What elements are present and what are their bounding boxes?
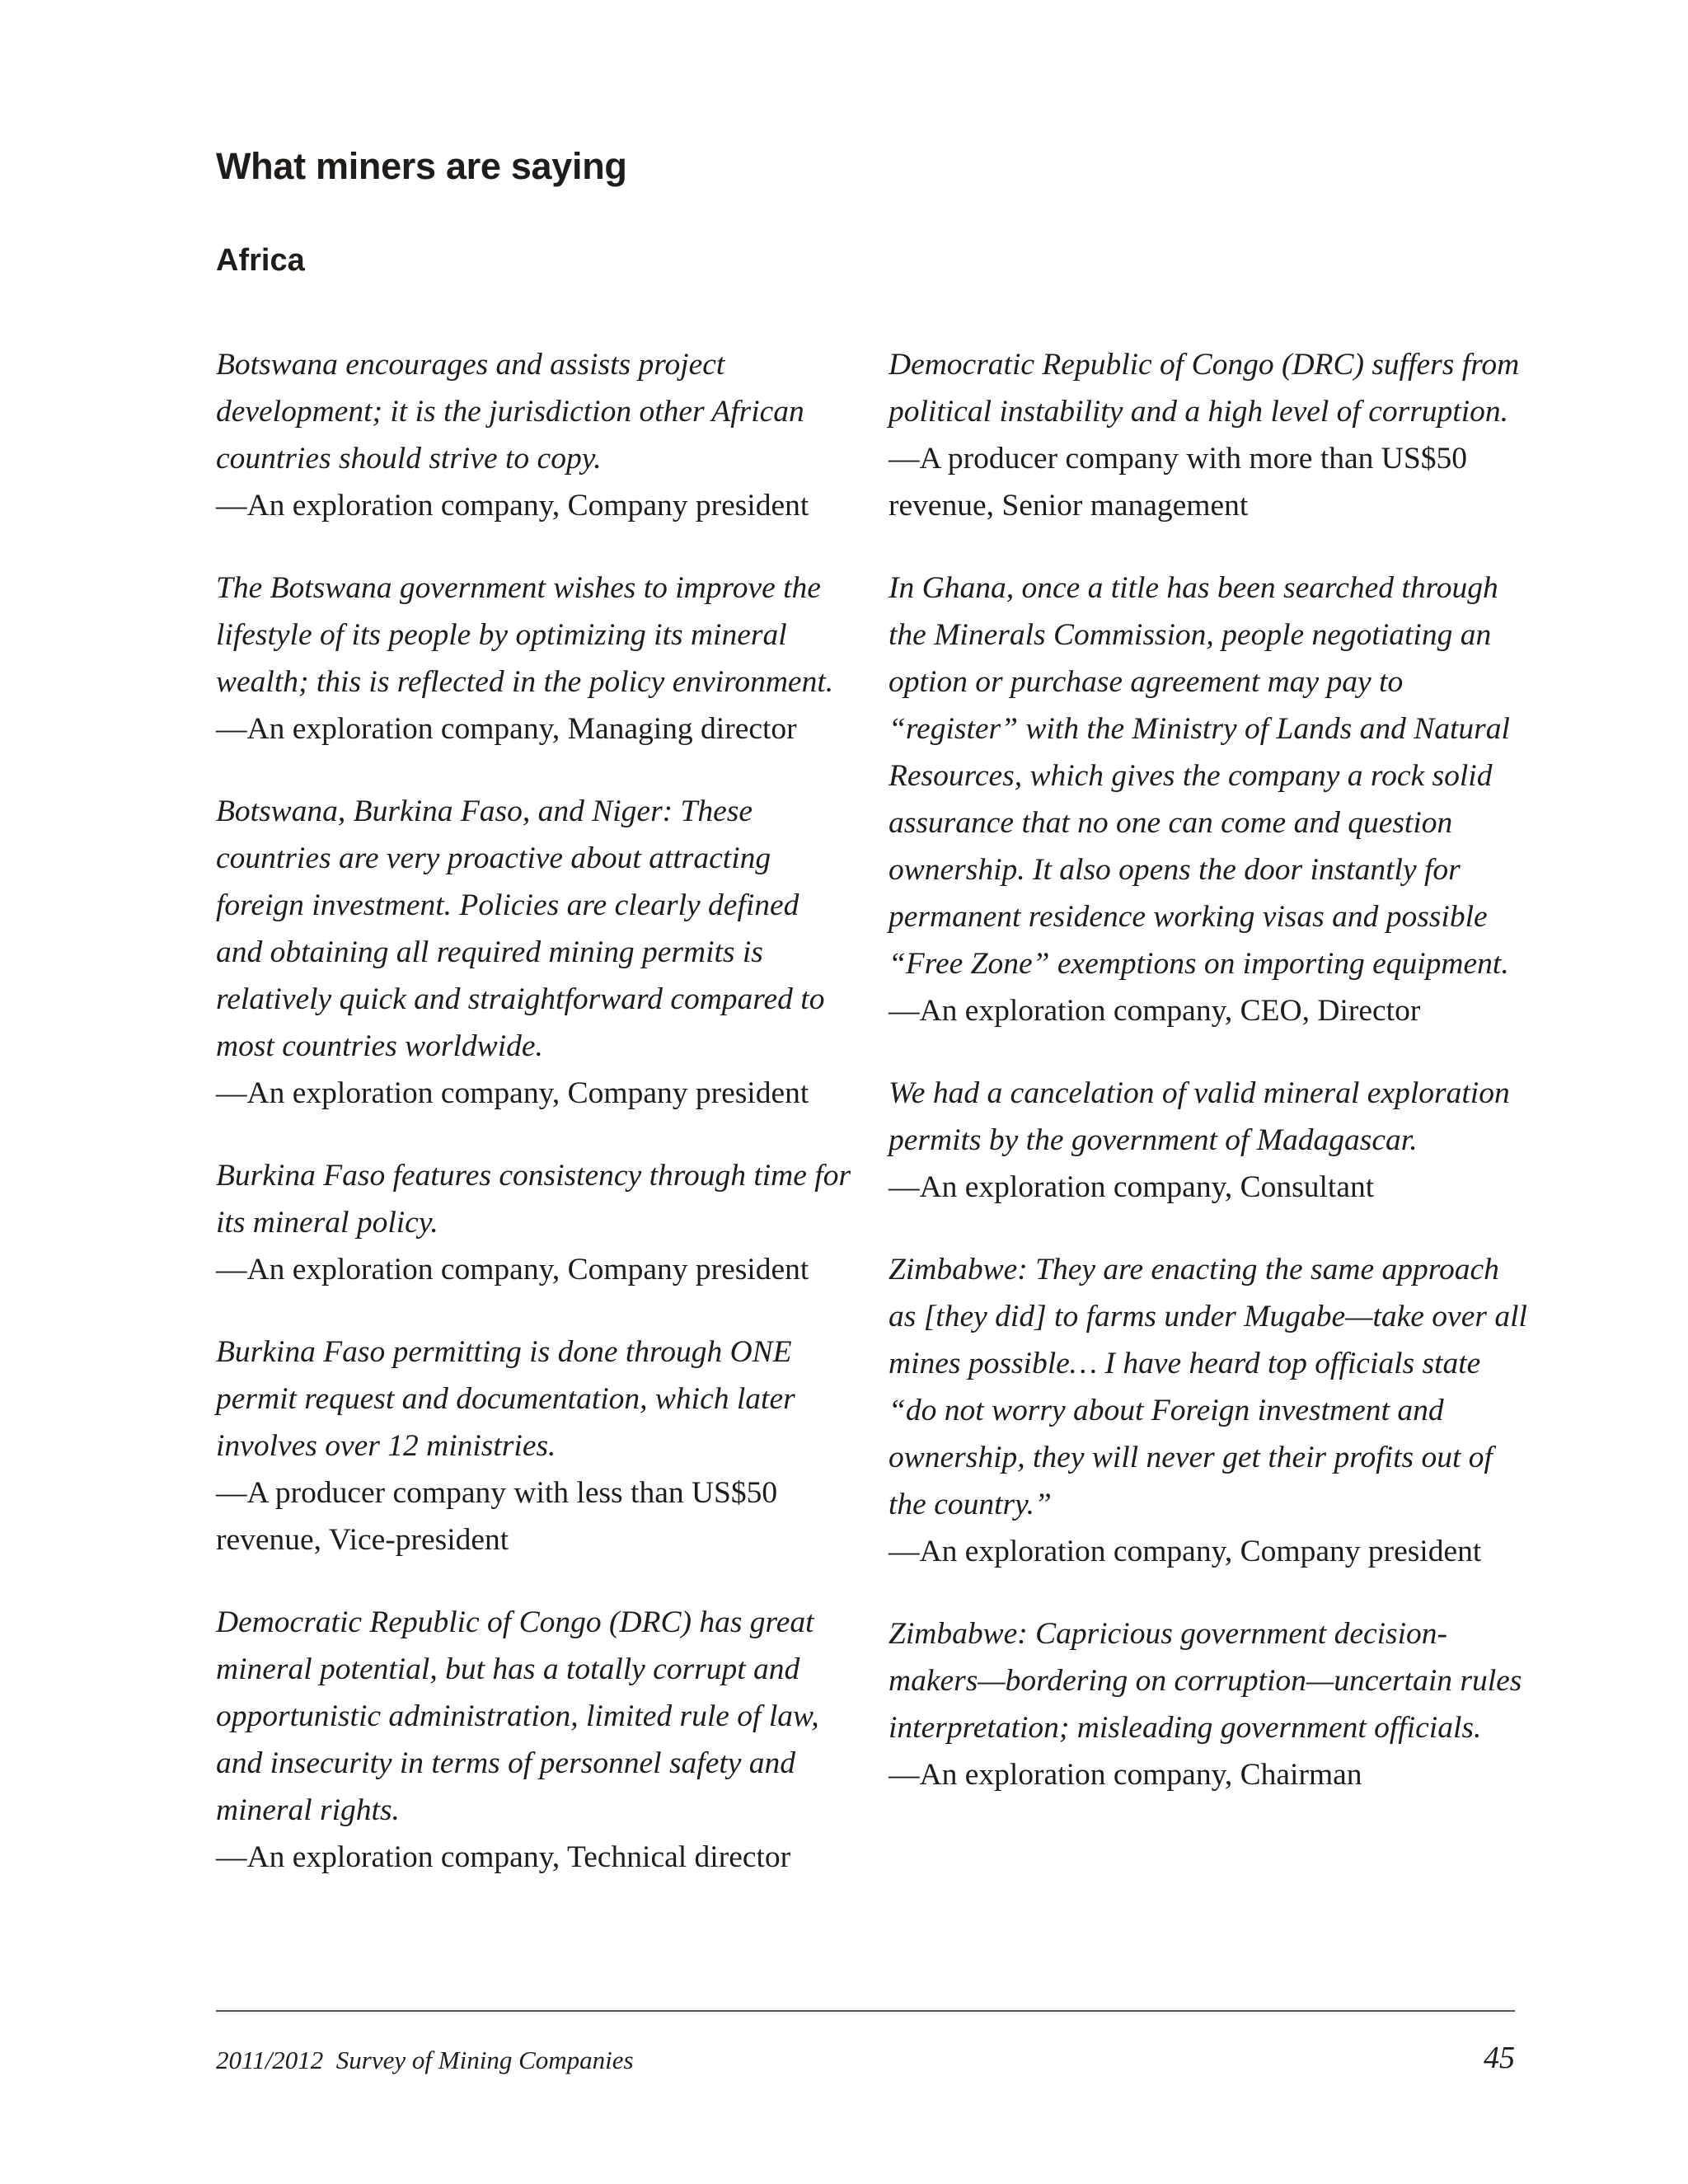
quote (889, 341, 1531, 529)
quote-text: Botswana encourages and assists project development; it is the jurisdiction other African countries should strive to copy. (216, 348, 804, 476)
page-title: What miners are saying (216, 145, 627, 187)
quote-text: We had a cancelation of valid mineral exploration permits by the government of Madagascar. (889, 1076, 1510, 1157)
quote (216, 1152, 852, 1293)
quote-text: Democratic Republic of Congo (DRC) suffers from political instability and a high level of corruption. (889, 348, 1520, 429)
quote (216, 341, 852, 529)
quote-text: Burkina Faso permitting is done through ONE permit request and documentation, which later involves over 12 ministries. (216, 1335, 795, 1463)
quote (216, 1599, 852, 1881)
quote-source: —An exploration company, Company president (216, 1076, 809, 1110)
quote (889, 1070, 1531, 1211)
quote (889, 1246, 1531, 1575)
quote-source: —A producer company with less than US$50 revenue, Vice-president (216, 1476, 778, 1557)
quote (216, 788, 852, 1117)
quote-source: —An exploration company, CEO, Director (889, 994, 1421, 1028)
page-number: 45 (1484, 2041, 1515, 2075)
quote-text: Zimbabwe: They are enacting the same approach as [they did] to farms under Mugabe—take over all mines possible… I have heard top officials state “do not worry about Foreign investment and ownership, they will never get their profits out of the country.” (889, 1253, 1527, 1521)
quote-text: The Botswana government wishes to improve the lifestyle of its people by optimizing its mineral wealth; this is reflected in the policy environment. (216, 571, 834, 699)
left-column (216, 341, 852, 1916)
quote-text: Botswana, Burkina Faso, and Niger: These countries are very proactive about attracting foreign investment. Policies are clearly defined and obtaining all required mining permits is relatively quick and straightforward compared to most countries worldwide. (216, 794, 825, 1063)
section-title-africa: Africa (216, 243, 305, 278)
quote-text: Burkina Faso features consistency through time for its mineral policy. (216, 1159, 851, 1240)
quote-source: —An exploration company, Managing director (216, 712, 797, 746)
footer-publication: 2011/2012 Survey of Mining Companies (216, 2046, 634, 2074)
quote-source: —A producer company with more than US$50 revenue, Senior management (889, 442, 1467, 523)
quote (889, 565, 1531, 1034)
quote-source: —An exploration company, Chairman (889, 1758, 1362, 1792)
quote-source: —An exploration company, Technical director (216, 1840, 791, 1874)
quote-text: Zimbabwe: Capricious government decision-makers—bordering on corruption—uncertain rules interpretation; misleading government officials. (889, 1617, 1522, 1745)
quote (216, 565, 852, 752)
quote-text: Democratic Republic of Congo (DRC) has great mineral potential, but has a totally corrupt and opportunistic administration, limited rule of law, and insecurity in terms of personnel safety and mineral rights. (216, 1605, 819, 1827)
quote (889, 1610, 1531, 1798)
quote-source: —An exploration company, Company president (216, 489, 809, 523)
quote-source: —An exploration company, Company president (889, 1535, 1482, 1568)
quote-source: —An exploration company, Company president (216, 1253, 809, 1286)
right-column (889, 341, 1531, 1834)
quote-text: In Ghana, once a title has been searched through the Minerals Commission, people negotiating an option or purchase agreement may pay to “register” with the Ministry of Lands and Natural Resources, which gives the company a rock solid assurance that no one can come and question ownership. It also opens the door instantly for permanent residence working visas and possible “Free Zone” exemptions on importing equipment. (889, 571, 1510, 981)
quote-source: —An exploration company, Consultant (889, 1170, 1375, 1204)
quote (216, 1329, 852, 1563)
footer-divider (216, 2010, 1515, 2012)
